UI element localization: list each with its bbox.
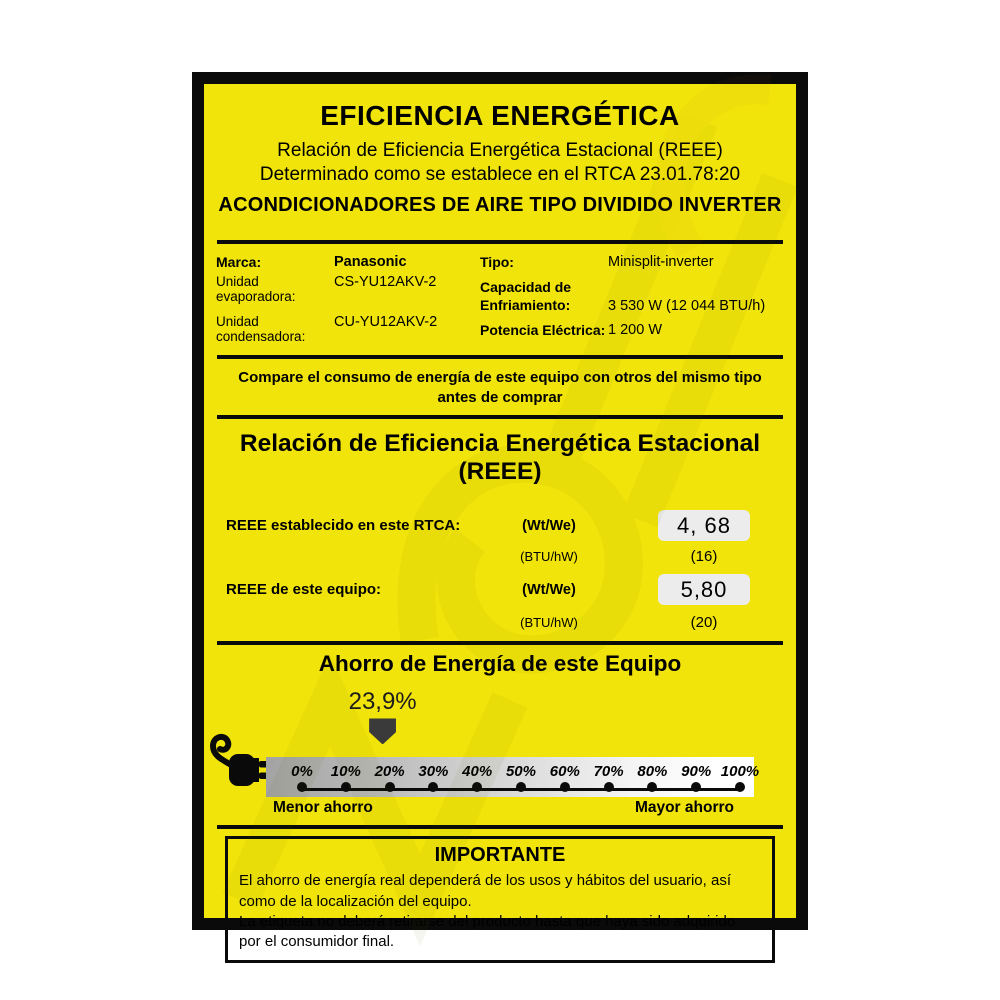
reee-values [216, 510, 784, 631]
subtitle [216, 139, 784, 187]
reee-equipment-unit-wt: (Wt/We) [522, 581, 576, 598]
type-label: Tipo: [480, 253, 514, 270]
cooling-capacity-row [480, 279, 784, 314]
evaporator-value: CS-YU12AKV-2 [334, 273, 437, 290]
reee-equipment-unit-btu: (BTU/hW) [520, 615, 578, 631]
important-text-line2: La etiqueta no deberá retirarse del producto hasta que haya sido adquirido por el consumidor final. [239, 912, 736, 950]
type-value: Minisplit-inverter [608, 253, 714, 270]
arrow-down-icon [369, 718, 396, 744]
reee-equipment-wt-value: 5,80 [658, 574, 750, 605]
tick-dot [560, 782, 570, 792]
savings-pointer [266, 684, 754, 754]
savings-pointer-marker [349, 688, 417, 744]
condenser-row [216, 314, 471, 344]
tick-dot [472, 782, 482, 792]
tick-dot [428, 782, 438, 792]
reee-equipment-label: REEE de este equipo: [226, 581, 382, 599]
product-type-heading: ACONDICIONADORES DE AIRE TIPO DIVIDIDO INVERTER [218, 193, 782, 216]
compare-note-line1: Compare el consumo de energía de este equipo con otros del mismo tipo [238, 368, 762, 386]
scale-ticks: 0% 10% 20% 30% 40% 50% 60% 70% 80% 90% 100% [302, 763, 740, 792]
tick-dot [604, 782, 614, 792]
power-plug-icon [207, 730, 273, 804]
tick-dot [385, 782, 395, 792]
reee-equipment-btu-value: (20) [690, 614, 718, 632]
reee-rtca-btu-row [216, 548, 784, 565]
compare-note-line2: antes de comprar [437, 388, 563, 406]
page-title: EFICIENCIA ENERGÉTICA [320, 100, 680, 131]
condenser-value: CU-YU12AKV-2 [334, 313, 438, 330]
subtitle-line2: Determinado como se establece en el RTCA 23.01.78:20 [259, 163, 741, 185]
cooling-capacity-label: Capacidad de Enfriamiento: [480, 279, 572, 313]
important-notice-box [225, 836, 775, 962]
condenser-label: Unidad condensadora: [216, 313, 306, 344]
reee-equipment-row [216, 574, 784, 605]
divider [217, 825, 783, 829]
energy-efficiency-label [192, 72, 808, 950]
divider [217, 415, 783, 419]
product-info-left-column [216, 254, 471, 355]
reee-section-heading: Relación de Eficiencia Energética Estacional (REEE) [239, 430, 761, 486]
tick-dot [516, 782, 526, 792]
savings-scale-section [216, 684, 784, 825]
power-value: 1 200 W [608, 322, 662, 339]
min-savings-label: Menor ahorro [273, 799, 373, 817]
subtitle-line1: Relación de Eficiencia Energética Estacional (REEE) [277, 140, 723, 161]
reee-rtca-row [216, 510, 784, 541]
evaporator-row [216, 274, 471, 304]
type-row [480, 254, 784, 272]
power-row [480, 322, 784, 340]
reee-equipment-btu-row [216, 614, 784, 631]
cooling-capacity-value: 3 530 W (12 044 BTU/h) [608, 298, 766, 315]
power-label: Potencia Eléctrica: [480, 322, 606, 339]
tick-dot [691, 782, 701, 792]
savings-section-heading: Ahorro de Energía de este Equipo [318, 651, 682, 677]
scale-endpoint-labels [273, 799, 734, 817]
divider [217, 355, 783, 359]
brand-value: Panasonic [334, 253, 407, 270]
label-content [204, 84, 796, 950]
reee-rtca-wt-value: 4, 68 [658, 510, 750, 541]
reee-rtca-label: REEE establecido en este RTCA: [226, 517, 461, 535]
evaporator-label: Unidad evaporadora: [216, 273, 296, 304]
savings-pointer-value: 23,9% [348, 688, 417, 716]
reee-rtca-unit-wt: (Wt/We) [522, 517, 576, 534]
important-text-line1: El ahorro de energía real dependerá de los usos y hábitos del usuario, así como de la localización del equipo. [239, 872, 731, 910]
reee-rtca-btu-value: (16) [690, 548, 718, 566]
tick-dot [297, 782, 307, 792]
reee-rtca-unit-btu: (BTU/hW) [520, 549, 578, 565]
compare-note [216, 368, 784, 408]
max-savings-label: Mayor ahorro [634, 799, 734, 817]
tick-dot [341, 782, 351, 792]
product-info-right-column [471, 254, 784, 355]
brand-label: Marca: [216, 253, 262, 270]
tick-dot [647, 782, 657, 792]
brand-row [216, 254, 471, 270]
savings-scale-bar [266, 757, 760, 797]
product-info-table [216, 254, 784, 355]
divider [217, 240, 783, 244]
tick-dot [735, 782, 745, 792]
divider [217, 641, 783, 645]
important-heading: IMPORTANTE [434, 844, 566, 867]
